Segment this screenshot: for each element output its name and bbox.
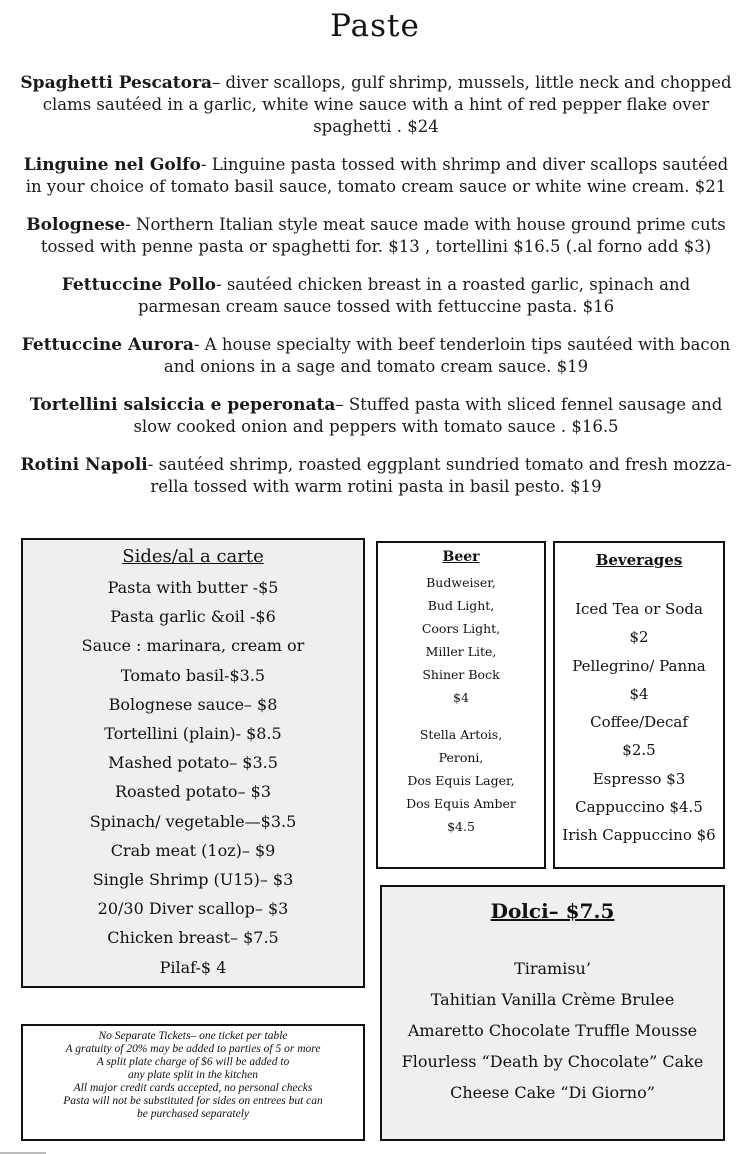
dish-description: - sautéed shrimp, roasted eggplant sundried tomato and fresh mozza-rella tossed with warm rotini pasta in basil pesto. $19 xyxy=(147,455,732,496)
beverage-item: $2.5 xyxy=(622,741,656,760)
policy-note: be purchased separately xyxy=(137,1108,249,1120)
policy-note: any plate split in the kitchen xyxy=(128,1069,258,1081)
beer-item: Dos Equis Lager, xyxy=(407,773,515,788)
pasta-dish-list xyxy=(18,72,734,514)
dish-description: - Linguine pasta tossed with shrimp and diver scallops sautéed in your choice of tomato basil sauce, tomato cream sauce or white wine cream. $21 xyxy=(25,155,729,196)
dish-rotini-napoli xyxy=(18,454,734,498)
beer-item: Shiner Bock xyxy=(422,667,500,682)
sides-heading: Sides/al a carte xyxy=(122,546,264,567)
side-item: Mashed potato– $3.5 xyxy=(108,753,278,773)
side-item: Crab meat (1oz)– $9 xyxy=(110,840,276,860)
dolci-heading: Dolci– $7.5 xyxy=(490,899,615,923)
dish-description: - A house specialty with beef tenderloin tips sautéed with bacon and onions in a sage and tomato cream sauce. $19 xyxy=(163,335,731,376)
beverage-item: Pellegrino/ Panna xyxy=(572,656,706,675)
dish-name: Fettuccine Aurora xyxy=(21,335,194,355)
sides-box xyxy=(21,538,365,988)
side-item: Bolognese sauce– $8 xyxy=(108,694,278,714)
dolci-box xyxy=(380,885,725,1141)
beer-heading: Beer xyxy=(442,549,480,565)
beer-item: Miller Lite, xyxy=(425,644,497,659)
side-item: Spinach/ vegetable—$3.5 xyxy=(89,811,297,831)
dessert-item: Amaretto Chocolate Truffle Mousse xyxy=(407,1021,698,1040)
beer-price: $4.5 xyxy=(447,819,475,834)
beverage-item: Iced Tea or Soda xyxy=(575,600,703,618)
beer-item: Bud Light, xyxy=(427,598,495,613)
side-item: Pasta with butter -$5 xyxy=(107,578,279,597)
dish-fettuccine-pollo xyxy=(18,274,734,318)
beer-box xyxy=(376,541,546,869)
side-item: Pilaf-$ 4 xyxy=(159,957,227,977)
beer-item: Peroni, xyxy=(438,750,484,765)
beverage-item: Espresso $3 xyxy=(592,769,686,788)
dish-spaghetti-pescatora xyxy=(18,72,734,138)
dish-description: - sautéed chicken breast in a roasted garlic, spinach and parmesan cream sauce tossed with fettuccine pasta. $16 xyxy=(137,275,691,316)
dish-description: - Northern Italian style meat sauce made with house ground prime cuts tossed with penne pasta or spaghetti for. $13 , tortellini $16.5 (.al forno add $3) xyxy=(40,215,726,256)
dish-description: – diver scallops, gulf shrimp, mussels, little neck and chopped clams sautéed in a garlic, white wine sauce with a hint of red pepper flake over spaghetti . $24 xyxy=(42,73,732,136)
dish-linguine-nel-golfo xyxy=(18,154,734,198)
policy-note: A split plate charge of $6 will be added to xyxy=(96,1056,290,1068)
dish-name: Bolognese xyxy=(26,215,126,235)
side-item: Roasted potato– $3 xyxy=(114,782,271,802)
beer-item: Dos Equis Amber xyxy=(406,796,516,811)
beer-item: Coors Light, xyxy=(421,621,501,636)
policy-note: All major credit cards accepted, no personal checks xyxy=(73,1082,313,1094)
policy-note: A gratuity of 20% may be added to parties of 5 or more xyxy=(65,1043,321,1055)
beverage-item: $4 xyxy=(629,684,649,703)
beverage-item: $2 xyxy=(629,628,649,647)
dessert-item: Tahitian Vanilla Crème Brulee xyxy=(430,990,675,1009)
side-item: Pasta garlic &oil -$6 xyxy=(110,607,276,627)
beverages-heading: Beverages xyxy=(595,551,683,569)
dish-description: – Stuffed pasta with sliced fennel sausage and slow cooked onion and peppers with tomato sauce . $16.5 xyxy=(133,395,723,436)
dish-name: Tortellini salsiccia e peperonata xyxy=(29,395,336,415)
side-item: Tomato basil-$3.5 xyxy=(120,665,266,685)
dish-bolognese xyxy=(18,214,734,258)
side-item: 20/30 Diver scallop– $3 xyxy=(97,899,289,919)
policy-note: Pasta will not be substituted for sides on entrees but can xyxy=(63,1095,323,1107)
policy-note: No Separate Tickets– one ticket per table xyxy=(98,1030,288,1042)
dessert-item: Cheese Cake “Di Giorno” xyxy=(450,1083,655,1102)
policy-notes-box xyxy=(21,1024,365,1141)
side-item: Chicken breast– $7.5 xyxy=(107,928,279,948)
dessert-item: Flourless “Death by Chocolate” Cake xyxy=(401,1052,704,1071)
side-item: Tortellini (plain)- $8.5 xyxy=(104,724,282,744)
dish-name: Spaghetti Pescatora xyxy=(20,73,212,93)
dish-tortellini-salsiccia xyxy=(18,394,734,438)
beverage-item: Cappuccino $4.5 xyxy=(575,798,703,817)
dish-fettuccine-aurora xyxy=(18,334,734,378)
dessert-item: Tiramisu’ xyxy=(514,959,591,978)
side-item: Single Shrimp (U15)– $3 xyxy=(92,870,294,890)
dish-name: Rotini Napoli xyxy=(20,455,148,475)
beer-price: $4 xyxy=(453,690,469,705)
side-item: Sauce : marinara, cream or xyxy=(81,636,305,656)
beverage-item: Irish Cappuccino $6 xyxy=(562,826,716,845)
dish-name: Linguine nel Golfo xyxy=(23,155,201,175)
beer-item: Budweiser, xyxy=(426,575,496,590)
beverages-box xyxy=(553,541,725,869)
page-title: Paste xyxy=(330,8,420,44)
beer-item: Stella Artois, xyxy=(419,727,503,742)
beverage-item: Coffee/Decaf xyxy=(590,713,688,732)
dish-name: Fettuccine Pollo xyxy=(61,275,216,295)
